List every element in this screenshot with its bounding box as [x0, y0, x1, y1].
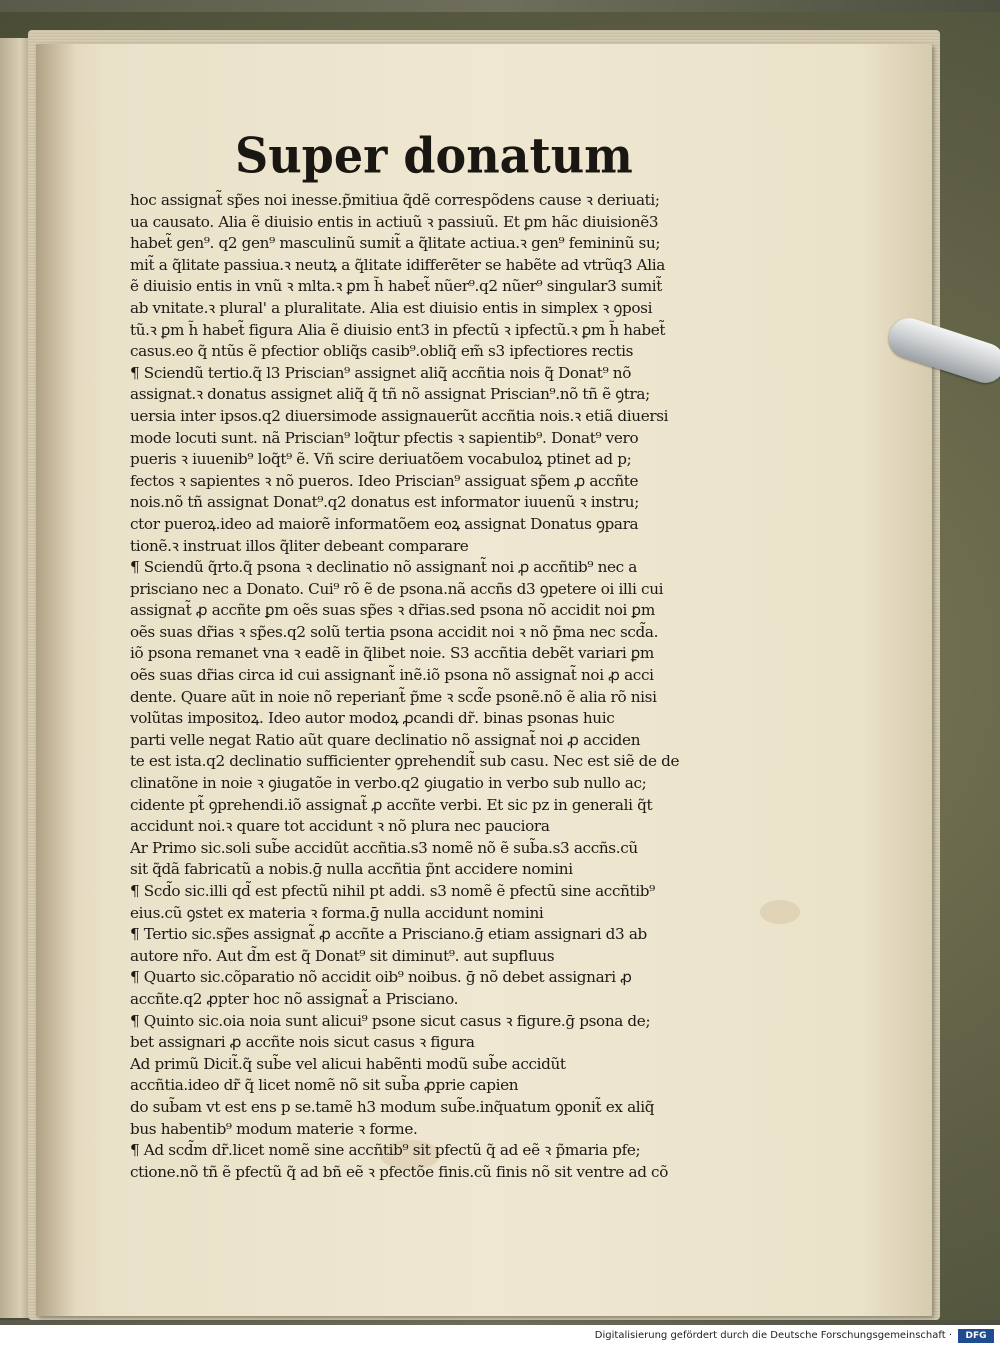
gutter-shadow	[36, 44, 76, 1316]
text-line: accñtia.ideo dr̃ q̃ licet nomẽ nõ sit sub̃a ꝓprie capien	[130, 1076, 519, 1095]
text-line: uersia inter ipsos.q2 diuersimode assignauerũt accñtia nois.ꝛ etiã diuersi	[130, 406, 669, 425]
text-line: ¶ Ad scd̃m dr̃.licet nomẽ sine accñtib⁹ sit pfectũ q̃ ad eẽ ꝛ p̃maria pfe;	[130, 1141, 641, 1160]
text-line: autore nr̃o. Aut d̃m est q̃ Donat⁹ sit diminut⁹. aut supfluus	[130, 946, 555, 965]
text-line: ¶ Quinto sic.oia noia sunt alicui⁹ psone sicut casus ꝛ figure.ḡ psona de;	[130, 1011, 651, 1030]
text-line: volũtas impositoꝝ. Ideo autor modoꝝ ꝓcandi dr̃. binas psonas huic	[130, 709, 615, 728]
text-line: do sub̃am vt est ens p se.tamẽ h3 modum sub̃e.inq̃uatum ꝯponit̃ ex aliq̃	[130, 1097, 655, 1116]
text-line: tũ.ꝛ ꝑm h̃ habet̃ figura Alia ẽ diuisio ent3 in pfectũ ꝛ ipfectũ.ꝛ ꝑm h̃ habet̃	[130, 320, 666, 339]
text-line: Ar Primo sic.soli sub̃e accidũt accñtia.s3 nomẽ nõ ẽ sub̃a.s3 accñs.cũ	[130, 838, 638, 857]
text-line: te est ista.q2 declinatio sufficienter ꝯprehendit̃ sub casu. Nec est siẽ de de	[130, 752, 680, 771]
text-line: ¶ Tertio sic.sp̃es assignat̃ ꝓ accñte a Prisciano.ḡ etiam assignari d3 ab	[130, 925, 647, 944]
text-line: accidunt noi.ꝛ quare tot accidunt ꝛ nõ plura nec pauciora	[130, 817, 550, 836]
text-line: casus.eo q̃ ntũs ẽ pfectior obliq̃s casib⁹.obliq̃ em̃ s3 ipfectiores rectis	[130, 342, 634, 361]
text-line: ua causato. Alia ẽ diuisio entis in actiuũ ꝛ passiuũ. Et ꝑm hãc diuisionẽ3	[130, 212, 659, 231]
text-line: ¶ Sciendũ tertio.q̃ l3 Priscian⁹ assignet aliq̃ accñtia nois q̃ Donat⁹ nõ	[130, 363, 632, 382]
paper-stain	[760, 900, 800, 924]
text-line: ab vnitate.ꝛ plural' a pluralitate. Alia est diuisio entis in simplex ꝛ ꝯposi	[130, 298, 653, 317]
text-line: mode locuti sunt. nã Priscian⁹ loq̃tur pfectis ꝛ sapientib⁹. Donat⁹ vero	[130, 428, 639, 447]
text-line: pueris ꝛ iuuenib⁹ loq̃t⁹ ẽ. Vñ scire deriuatõem vocabuloꝝ ptinet ad p;	[130, 450, 632, 469]
text-line: oẽs suas dr̃ias circa id cui assignant̃ inẽ.iõ psona nõ assignat̃ noi ꝓ acci	[130, 666, 654, 685]
text-line: eius.cũ ꝯstet ex materia ꝛ forma.ḡ nulla accidunt nomini	[130, 903, 544, 922]
dfg-logo: DFG	[958, 1329, 994, 1343]
text-line: sit q̃dã fabricatũ a nobis.ḡ nulla accñtia p̃nt accidere nomini	[130, 860, 573, 879]
text-line: prisciano nec a Donato. Cui⁹ rõ ẽ de psona.nã accñs d3 ꝯpetere oi illi cui	[130, 579, 664, 598]
text-line: accñte.q2 ꝓpter hoc nõ assignat̃ a Prisciano.	[130, 989, 459, 1008]
text-line: ẽ diuisio entis in vnũ ꝛ mlta.ꝛ ꝑm h̃ habet̃ nũer⁹.q2 nũer⁹ singular3 sumit̃	[130, 277, 663, 296]
text-line: assignat̃ ꝓ accñte ꝑm oẽs suas sp̃es ꝛ dr̃ias.sed psona nõ accidit noi ꝑm	[130, 601, 655, 620]
text-line: ¶ Scd̃o sic.illi qd̃ est pfectũ nihil pt addi. s3 nomẽ ẽ pfectũ sine accñtib⁹	[130, 882, 655, 900]
text-line: Ad primũ Dicit̃.q̃ sub̃e vel alicui habẽnti modũ sub̃e accidũt	[130, 1054, 566, 1073]
text-line: oẽs suas dr̃ias ꝛ sp̃es.q2 solũ tertia psona accidit noi ꝛ nõ p̃ma nec scd̃a.	[130, 622, 659, 641]
text-line: assignat.ꝛ donatus assignet aliq̃ q̃ tñ nõ assignat Priscian⁹.nõ tñ ẽ ꝯtra;	[130, 385, 650, 404]
text-line: hoc assignat̃ sp̃es noi inesse.p̃mitiua q̃dẽ correspõdens cause ꝛ deriuati;	[130, 191, 660, 209]
text-line: ctor pueroꝝ.ideo ad maiorẽ informatõem eoꝝ assignat Donatus ꝯpara	[130, 514, 639, 533]
text-line: cidente pt̃ ꝯprehendi.iõ assignat̃ ꝓ accñte verbi. Et sic pz in generali q̃t	[130, 795, 653, 814]
footer-credit: Digitalisierung gefördert durch die Deutsche Forschungsgemeinschaft ·	[594, 1330, 952, 1341]
text-line: ¶ Sciendũ q̃rto.q̃ psona ꝛ declinatio nõ assignant̃ noi ꝓ accñtib⁹ nec a	[130, 558, 638, 577]
text-line: ¶ Quarto sic.cõparatio nõ accidit oib⁹ noibus. ḡ nõ debet assignari ꝓ	[130, 968, 632, 987]
page-heading: Super donatum	[235, 127, 633, 185]
text-line: parti velle negat Ratio aũt quare declinatio nõ assignat̃ noi ꝓ acciden	[130, 730, 641, 749]
text-line: fectos ꝛ sapientes ꝛ nõ pueros. Ideo Priscian⁹ assiguat sp̃em ꝓ accñte	[130, 471, 639, 490]
text-line: bus habentib⁹ modum materie ꝛ forme.	[130, 1119, 418, 1138]
text-line: nois.nõ tñ assignat Donat⁹.q2 donatus est informator iuuenũ ꝛ instru;	[130, 493, 639, 512]
text-line: ctione.nõ tñ ẽ pfectũ q̃ ad bñ eẽ ꝛ pfectõe finis.cũ finis nõ sit ventre ad cõ	[130, 1162, 669, 1181]
text-line: clinatõne in noie ꝛ ꝯiugatõe in verbo.q2 ꝯiugatio in verbo sub nullo ac;	[130, 774, 647, 793]
text-line: tionẽ.ꝛ instruat illos q̃liter debeant comparare	[130, 536, 469, 555]
body-text	[130, 190, 690, 1183]
text-line: bet assignari ꝓ accñte nois sicut casus ꝛ figura	[130, 1033, 475, 1052]
text-line: habet̃ gen⁹. q2 gen⁹ masculinũ sumit̃ a q̃litate actiua.ꝛ gen⁹ femininũ su;	[130, 234, 661, 253]
text-line: iõ psona remanet vna ꝛ eadẽ in q̃libet noie. S3 accñtia debẽt variari ꝑm	[130, 644, 654, 663]
text-line: mit̃ a q̃litate passiua.ꝛ neutꝝ a q̃litate idifferẽter se habẽte ad vtrũq3 Alia	[130, 255, 666, 274]
text-line: dente. Quare aũt in noie nõ reperiant̃ p̃me ꝛ scd̃e psonẽ.nõ ẽ alia rõ nisi	[130, 687, 657, 706]
